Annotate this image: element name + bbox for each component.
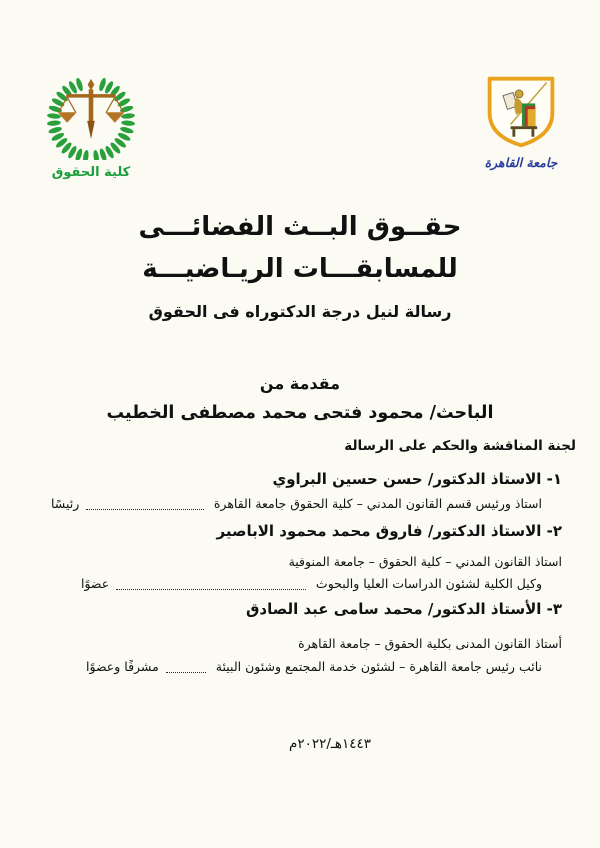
committee-heading: لجنة المناقشة والحكم على الرسالة: [344, 438, 576, 454]
committee-member-2-role-row: [45, 575, 576, 593]
committee-member-1-role: رئيسًا: [51, 496, 80, 511]
committee-member-1-role-row: [45, 495, 576, 513]
committee-member-1-name: ١- الاستاذ الدكتور/ حسن حسين البراوي: [272, 470, 562, 488]
committee-member-3-description: أستاذ القانون المدنى بكلية الحقوق – جامعة القاهرة: [298, 636, 562, 651]
faculty-logo-caption: كلية الحقوق: [51, 165, 131, 180]
committee-member-3-description-2: نائب رئيس جامعة القاهرة – لشئون خدمة المجتمع وشئون البيئة: [215, 659, 542, 674]
dotted-leader: [166, 672, 206, 673]
presented-by-label: مقدمة من: [259, 374, 341, 393]
presented-by-block: [0, 372, 600, 423]
researcher-name: الباحث/ محمود فتحى محمد مصطفى الخطيب: [106, 403, 494, 423]
university-logo-caption: جامعة القاهرة: [484, 155, 558, 170]
committee-member-3-name: ٣- الأستاذ الدكتور/ محمد سامى عبد الصادق: [245, 600, 562, 618]
dotted-leader: [86, 509, 204, 510]
title-line-1: حقــوق البــث الفضائـــى: [138, 212, 462, 242]
laurel-wreath-scales-icon: [42, 76, 140, 160]
committee-member-3-role: مشرفًا وعضوًا: [86, 659, 159, 674]
hijri-gregorian-date: ١٤٤٣هـ/٢٠٢٢م: [288, 736, 371, 752]
title-block: [0, 206, 600, 321]
committee-section: [45, 438, 576, 676]
thesis-subtitle: رسالة لنيل درجة الدكتوراه فى الحقوق: [148, 302, 452, 321]
committee-member-1-description: استاذ ورئيس قسم القانون المدني – كلية الحقوق جامعة القاهرة: [213, 496, 542, 511]
faculty-of-law-logo: [42, 76, 140, 180]
committee-member-2-name: ٢- الاستاذ الدكتور/ فاروق محمد محمود الاباصير: [216, 522, 562, 540]
dotted-leader: [116, 589, 306, 590]
committee-member-2-description-2: وكيل الكلية لشئون الدراسات العليا والبحوث: [315, 576, 542, 591]
title-line-2: للمسابقـــات الريـاضيـــة: [142, 254, 458, 284]
committee-member-2-description: استاذ القانون المدني – كلية الحقوق – جامعة المنوفية: [288, 554, 562, 569]
committee-member-2-role: عضوًا: [81, 576, 110, 591]
scales-of-justice-icon: [58, 79, 125, 139]
cairo-university-logo: [480, 74, 562, 170]
university-shield-icon: [482, 74, 560, 150]
committee-member-3-role-row: [45, 658, 576, 676]
